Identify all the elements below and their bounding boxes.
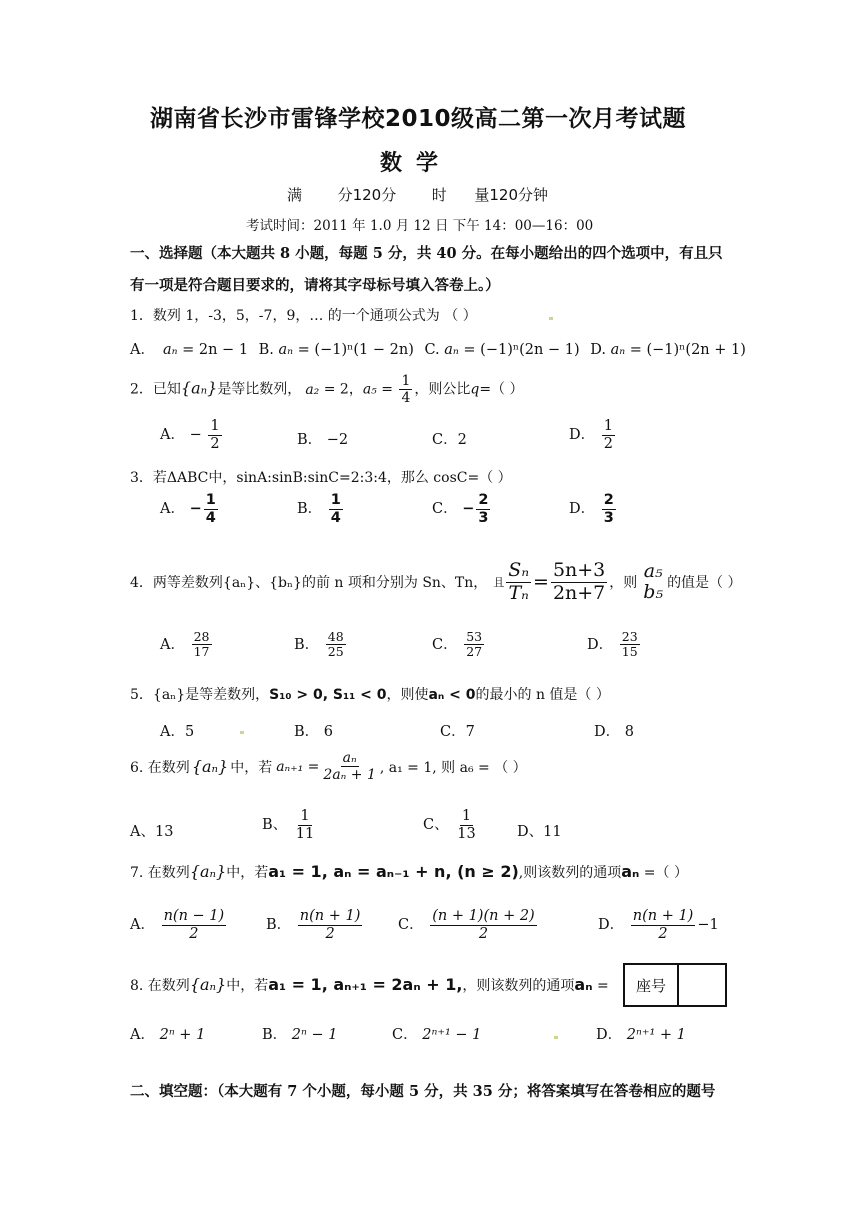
score-info (287, 184, 548, 205)
q2-fraction: $\frac{1}{4}$ (401, 373, 411, 407)
q2-option-b: B． −2 (297, 432, 349, 448)
time-label: 时 (431, 186, 447, 204)
q2-option-d: D． $\frac{1}{2}$ (569, 418, 613, 452)
q2-option-a: A． − $\frac{1}{2}$ (160, 418, 220, 452)
q7-option-d: D． $\frac{n(n + 1)}{2}$ −1 (598, 908, 719, 942)
q4-stem: 4．两等差数列{aₙ}、{bₙ}的前 n 项和分别为 Sn、Tn， 且 $\frac{\text{Sₙ}}{\text{Tₙ}}$ = $\frac{5n+3}{2n+7}$ ，则 a₅ b₅ 的值是（ ） (130, 559, 742, 604)
q1-option-d: D. aₙ = (−1)ⁿ(2n + 1) (590, 342, 746, 358)
section1-heading-line1: 一、选择题（本大题共 8 小题，每题 5 分，共 40 分。在每小题给出的四个选项中，有且只 (130, 245, 723, 262)
q6-option-a: A、13 (130, 824, 174, 840)
q2-option-c: C．2 (432, 432, 467, 448)
q4-fraction-st: $\frac{\text{Sₙ}}{\text{Tₙ}}$ (508, 559, 530, 604)
score-label: 满 (287, 186, 303, 204)
q3-option-b: B． $\frac{1}{4}$ (297, 492, 341, 526)
q3-option-a: A． − $\frac{1}{4}$ (160, 492, 216, 526)
q4-option-c: C． $\frac{53}{27}$ (432, 629, 483, 660)
q1-option-b: B. aₙ = (−1)ⁿ(1 − 2n) (258, 342, 414, 358)
q6-option-c: C、 $\frac{1}{13}$ (423, 808, 476, 842)
q3-option-c: C． − $\frac{2}{3}$ (432, 492, 489, 526)
q8-option-a: A． 2ⁿ + 1 (130, 1027, 206, 1043)
q8-option-b: B． 2ⁿ − 1 (262, 1027, 338, 1043)
section1-heading-line2: 有一项是符合题目要求的，请将其字母标号填入答卷上。） (130, 277, 500, 294)
q6-fraction: $\frac{\text{aₙ}}{\text{2aₙ + 1}}$ (323, 750, 376, 784)
exam-title: 湖南省长沙市雷锋学校2010级高二第一次月考试题 (150, 106, 687, 132)
seat-number-box (623, 963, 727, 1007)
scan-speck (554, 1036, 558, 1039)
q6-option-b: B、 $\frac{1}{11}$ (262, 808, 315, 842)
q3-stem: 3．若ΔABC中，sinA:sinB:sinC=2:3:4，那么 cosC=（ ） (130, 470, 512, 486)
q7-stem: 7. 在数列{aₙ}中，若a₁ = 1, aₙ = aₙ₋₁ + n, (n ≥ 2),则该数列的通项aₙ =（ ） (130, 862, 688, 881)
q1-stem: 1．数列 1，-3，5，-7，9，… 的一个通项公式为 （ ） (130, 308, 477, 324)
q1-option-a: A． aₙ = 2n − 1 (130, 342, 249, 358)
q4-fraction-ab: a₅ b₅ (643, 559, 664, 604)
seat-number-value (679, 965, 725, 1005)
section2-heading: 二、填空题：（本大题有 7 个小题，每小题 5 分，共 35 分；将答案填写在答卷相应的题号 (130, 1083, 716, 1100)
q8-stem: 8. 在数列{aₙ}中，若a₁ = 1, aₙ₊₁ = 2aₙ + 1,，则该数列的通项aₙ = (130, 975, 609, 994)
q5-stem: 5．{aₙ}是等差数列，S₁₀ > 0, S₁₁ < 0，则使aₙ < 0的最小的 n 值是（ ） (130, 687, 610, 703)
exam-time: 考试时间：2011 年 1.0 月 12 日 下午 14：00—16：00 (246, 218, 594, 234)
q8-option-d: D． 2ⁿ⁺¹ + 1 (596, 1027, 686, 1043)
q4-option-b: B． $\frac{48}{25}$ (294, 629, 344, 660)
q5-option-b: B． 6 (294, 724, 333, 740)
score-value: 分120分 (337, 186, 397, 204)
q5-option-a: A．5 (160, 724, 195, 740)
scan-speck (549, 317, 553, 320)
q4-option-a: A． $\frac{28}{17}$ (160, 629, 210, 660)
q6-stem: 6. 在数列 {aₙ} 中，若 aₙ₊₁ = $\frac{\text{aₙ}}{\text{2aₙ + 1}}$ , a₁ = 1, 则 a₆ = （ ） (130, 750, 527, 784)
time-value: 量120分钟 (474, 186, 548, 204)
q3-option-d: D． $\frac{2}{3}$ (569, 492, 614, 526)
seat-number-label: 座号 (625, 965, 679, 1005)
q7-option-c: C． $\frac{(n + 1)(n + 2)}{2}$ (398, 908, 535, 942)
q7-option-a: A． $\frac{n(n - 1)}{2}$ (130, 908, 225, 942)
q4-option-d: D． $\frac{23}{15}$ (587, 629, 638, 660)
q8-option-c: C． 2ⁿ⁺¹ − 1 (392, 1027, 482, 1043)
subject-title: 数学 (380, 151, 453, 176)
q1-options (130, 338, 746, 359)
q1-option-c: C. aₙ = (−1)ⁿ(2n − 1) (424, 342, 580, 358)
q7-option-b: B． $\frac{n(n + 1)}{2}$ (266, 908, 361, 942)
q5-option-d: D． 8 (594, 724, 634, 740)
q4-fraction-ratio: $\frac{5n+3}{2n+7}$ (552, 559, 606, 604)
q5-option-c: C．7 (440, 724, 475, 740)
q2-stem: 2．已知{aₙ}是等比数列， a₂ = 2，a₅ = $\frac{1}{4}$ ，则公比q=（ ） (130, 373, 524, 407)
scan-speck (240, 731, 244, 734)
q6-option-d: D、11 (517, 824, 562, 840)
